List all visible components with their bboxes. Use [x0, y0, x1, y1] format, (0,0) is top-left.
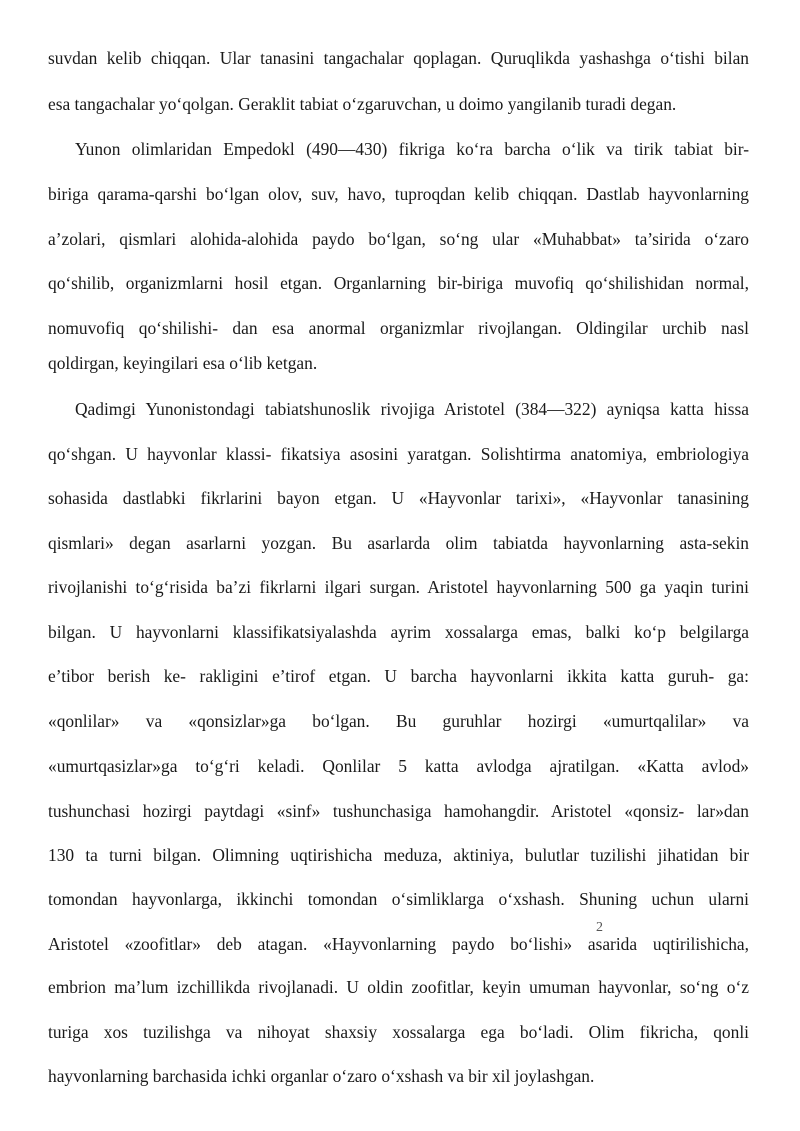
text-line: 130 ta turni bilgan. Olimning uqtirishicha meduza, aktiniya, bulutlar tuzilishi jihatidan bir — [48, 845, 749, 865]
text-line: turiga xos tuzilishga va nihoyat shaxsiy xossalarga ega bo‘ladi. Olim fikricha, qonli — [48, 1022, 749, 1042]
page-number: 2 — [596, 920, 603, 935]
text-line: e’tibor berish ke- rakligini e’tirof etgan. U barcha hayvonlarni ikkita katta guruh- ga: — [48, 666, 749, 686]
text-line: «umurtqasizlar»ga to‘g‘ri keladi. Qonlilar 5 katta avlodga ajratilgan. «Katta avlod» — [48, 756, 749, 776]
text-line: sohasida dastlabki fikrlarini bayon etgan. U «Hayvonlar tarixi», «Hayvonlar tanasining — [48, 488, 749, 508]
text-line: embrion ma’lum izchillikda rivojlanadi. U oldin zoofitlar, keyin umuman hayvonlar, so‘ng o‘z — [48, 977, 749, 997]
text-line: bilgan. U hayvonlarni klassifikatsiyalashda ayrim xossalarga emas, balki ko‘p belgilarga — [48, 622, 749, 642]
text-line: hayvonlarning barchasida ichki organlar o‘zaro o‘xshash va bir xil joylashgan. — [48, 1066, 595, 1086]
text-line: tomondan hayvonlarga, ikkinchi tomondan o‘simliklarga o‘xshash. Shuning uchun ularni — [48, 889, 749, 909]
text-line: Aristotel «zoofitlar» deb atagan. «Hayvonlarning paydo bo‘lishi» asarida uqtirilishicha, — [48, 934, 749, 954]
text-line: suvdan kelib chiqqan. Ular tanasini tangachalar qoplagan. Quruqlikda yashashga o‘tishi bilan — [48, 48, 749, 68]
text-line: rivojlanishi to‘g‘risida ba’zi fikrlarni ilgari surgan. Aristotel hayvonlarning 500 ga yaqin turini — [48, 577, 749, 597]
text-line: qo‘shilib, organizmlarni hosil etgan. Organlarning bir-biriga muvofiq qo‘shilishidan normal, — [48, 273, 749, 293]
text-line: Qadimgi Yunonistondagi tabiatshunoslik rivojiga Aristotel (384—322) ayniqsa katta hissa — [75, 399, 749, 419]
text-line: biriga qarama-qarshi bo‘lgan olov, suv, havo, tuproqdan kelib chiqqan. Dastlab hayvonlarning — [48, 184, 749, 204]
text-line: esa tangachalar yo‘qolgan. Geraklit tabiat o‘zgaruvchan, u doimo yangilanib turadi degan. — [48, 94, 677, 114]
text-line: qo‘shgan. U hayvonlar klassi- fikatsiya asosini yaratgan. Solishtirma anatomiya, embriologiya — [48, 444, 749, 464]
text-line: nomuvofiq qo‘shilishi- dan esa anormal organizmlar rivojlangan. Oldingilar urchib nasl — [48, 318, 749, 338]
text-line: qoldirgan, keyingilari esa o‘lib ketgan. — [48, 353, 318, 373]
text-line: a’zolari, qismlari alohida-alohida paydo bo‘lgan, so‘ng ular «Muhabbat» ta’sirida o‘zaro — [48, 229, 749, 249]
text-line: Yunon olimlaridan Empedokl (490—430) fikriga ko‘ra barcha o‘lik va tirik tabiat bir- — [75, 139, 749, 159]
text-line: qismlari» degan asarlarni yozgan. Bu asarlarda olim tabiatda hayvonlarning asta-sekin — [48, 533, 749, 553]
text-line: «qonlilar» va «qonsizlar»ga bo‘lgan. Bu guruhlar hozirgi «umurtqalilar» va — [48, 711, 749, 731]
text-line: tushunchasi hozirgi paytdagi «sinf» tushunchasiga hamohangdir. Aristotel «qonsiz- lar»dan — [48, 801, 749, 821]
